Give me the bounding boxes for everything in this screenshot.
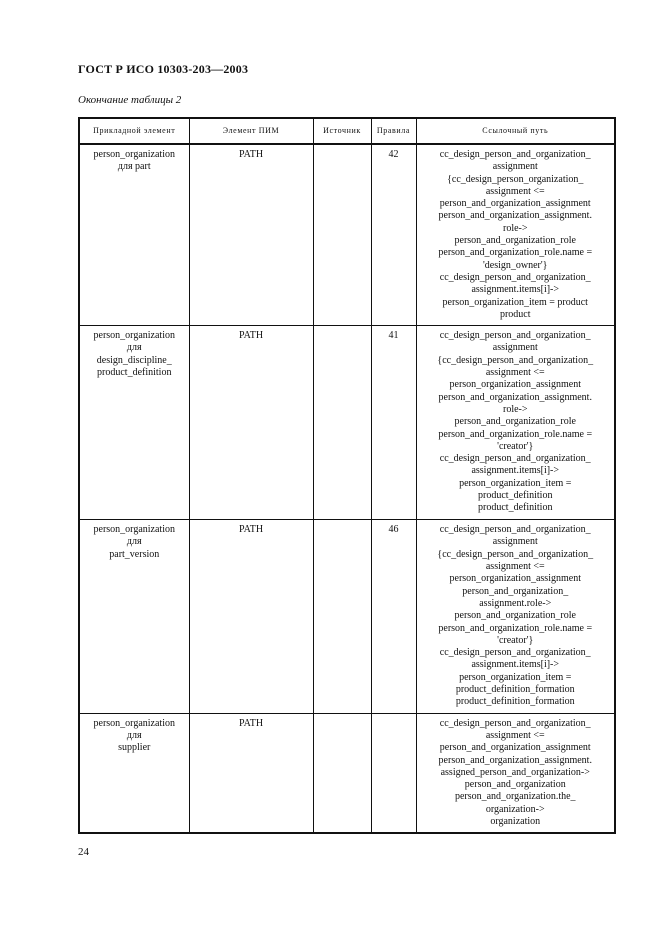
reference-path-line: assignment (492, 161, 538, 173)
reference-path-line: person_organization_item = (459, 671, 572, 683)
rule-cell (371, 713, 416, 833)
reference-path-line: assignment.items[i]-> (471, 465, 560, 477)
application-element-line: person_organization (93, 149, 175, 160)
reference-path-line: person_and_organization_role (454, 235, 576, 247)
application-element-line: person_organization (93, 524, 175, 536)
reference-path-line: person_organization_assignment (449, 573, 581, 585)
column-header: Прикладной элемент (79, 118, 189, 144)
source-cell (313, 144, 371, 326)
reference-path-cell (416, 326, 615, 520)
table-row (79, 144, 615, 326)
reference-path-line: 'design_owner'} (482, 259, 548, 271)
application-element-cell (79, 326, 189, 520)
rule-cell: 41 (371, 326, 416, 520)
application-element-line: design_discipline_ (96, 354, 172, 366)
reference-path-line: cc_design_person_and_organization_ (439, 717, 591, 729)
reference-path-line: organization (490, 815, 541, 827)
reference-path-line: person_and_organization_role.name = (438, 622, 593, 634)
reference-path-line: person_and_organization_role (454, 416, 576, 428)
application-element-line: для (126, 342, 142, 354)
source-cell (313, 326, 371, 520)
reference-path-line: person_and_organization_ (462, 585, 569, 597)
reference-path-line: product_definition (478, 490, 553, 502)
reference-path-line: person_and_organization_assignment (439, 742, 591, 754)
reference-path-line: 'creator'} (497, 634, 534, 646)
table-row (79, 520, 615, 713)
page-number: 24 (78, 846, 89, 858)
table-row (79, 326, 615, 520)
reference-path-line: person_organization_item = (459, 477, 572, 489)
reference-path-line: product_definition (478, 502, 553, 514)
application-element-cell (79, 713, 189, 833)
source-cell (313, 520, 371, 713)
reference-path-line: person_and_organization_role (454, 610, 576, 622)
pim-element-cell: PATH (189, 713, 313, 833)
table-caption: Окончание таблицы 2 (78, 94, 182, 106)
reference-path-cell (416, 520, 615, 713)
application-element-line: для part (117, 161, 151, 173)
reference-path-line: assignment <= (485, 561, 545, 573)
table-header-row (79, 118, 615, 144)
reference-path-line: assignment <= (485, 729, 545, 741)
reference-path-line: person_and_organization_role.name = (438, 247, 593, 259)
reference-path-line: assignment.role-> (479, 597, 552, 609)
reference-path-line: assigned_person_and_organization-> (440, 766, 590, 778)
reference-path-line: {cc_design_person_and_organization_ (437, 354, 594, 366)
reference-path-line: person_and_organization.the_ (454, 791, 576, 803)
application-element-line: для (126, 729, 142, 741)
reference-path-line: assignment (492, 536, 538, 548)
reference-path-line: person_organization_assignment (449, 379, 581, 391)
table-row (79, 713, 615, 833)
reference-path-line: assignment <= (485, 185, 545, 197)
reference-path-line: person_and_organization_assignment. (438, 210, 592, 222)
reference-path-line: role-> (502, 403, 528, 415)
reference-path-line: person_and_organization (464, 779, 566, 791)
reference-path-line: person_and_organization_role.name = (438, 428, 593, 440)
reference-path-line: person_and_organization_assignment. (438, 391, 592, 403)
reference-path-line: cc_design_person_and_organization_ (439, 271, 591, 283)
application-element-line: для (126, 536, 142, 548)
reference-path-line: assignment (492, 342, 538, 354)
pim-element-cell: PATH (189, 144, 313, 326)
column-header: Элемент ПИМ (189, 118, 313, 144)
reference-path-line: assignment <= (485, 367, 545, 379)
reference-path-line: person_and_organization_assignment (439, 198, 591, 210)
reference-path-line: 'creator'} (497, 440, 534, 452)
reference-path-line: person_organization_item = product (442, 296, 588, 308)
application-element-line: supplier (118, 742, 151, 754)
reference-path-line: role-> (502, 222, 528, 234)
reference-path-line: person_and_organization_assignment. (438, 754, 592, 766)
rule-cell: 42 (371, 144, 416, 326)
application-element-line: person_organization (93, 717, 175, 729)
reference-path-line: organization-> (485, 803, 545, 815)
reference-path-cell (416, 713, 615, 833)
reference-path-line: product_definition_formation (455, 696, 575, 708)
application-element-line: part_version (109, 548, 160, 560)
reference-path-line: product_definition_formation (455, 684, 575, 696)
column-header: Ссылочный путь (416, 118, 615, 144)
application-element-line: product_definition (97, 367, 172, 379)
reference-path-line: {cc_design_person_organization_ (447, 173, 584, 185)
column-header: Правила (371, 118, 416, 144)
reference-path-line: cc_design_person_and_organization_ (439, 524, 591, 536)
reference-path-line: cc_design_person_and_organization_ (439, 647, 591, 659)
document-standard-title: ГОСТ Р ИСО 10303-203—2003 (78, 62, 249, 76)
column-header: Источник (313, 118, 371, 144)
reference-path-line: assignment.items[i]-> (471, 659, 560, 671)
reference-path-line: cc_design_person_and_organization_ (439, 330, 591, 342)
application-element-cell (79, 520, 189, 713)
mapping-table (78, 117, 616, 834)
application-element-line: person_organization (93, 330, 175, 342)
reference-path-line: assignment.items[i]-> (471, 284, 560, 296)
rule-cell: 46 (371, 520, 416, 713)
pim-element-cell: PATH (189, 520, 313, 713)
reference-path-cell (416, 144, 615, 326)
application-element-cell (79, 144, 189, 326)
pim-element-cell: PATH (189, 326, 313, 520)
source-cell (313, 713, 371, 833)
reference-path-line: cc_design_person_and_organization_ (439, 453, 591, 465)
reference-path-line: {cc_design_person_and_organization_ (437, 548, 594, 560)
reference-path-line: cc_design_person_and_organization_ (439, 149, 591, 160)
reference-path-line: product (499, 308, 531, 320)
